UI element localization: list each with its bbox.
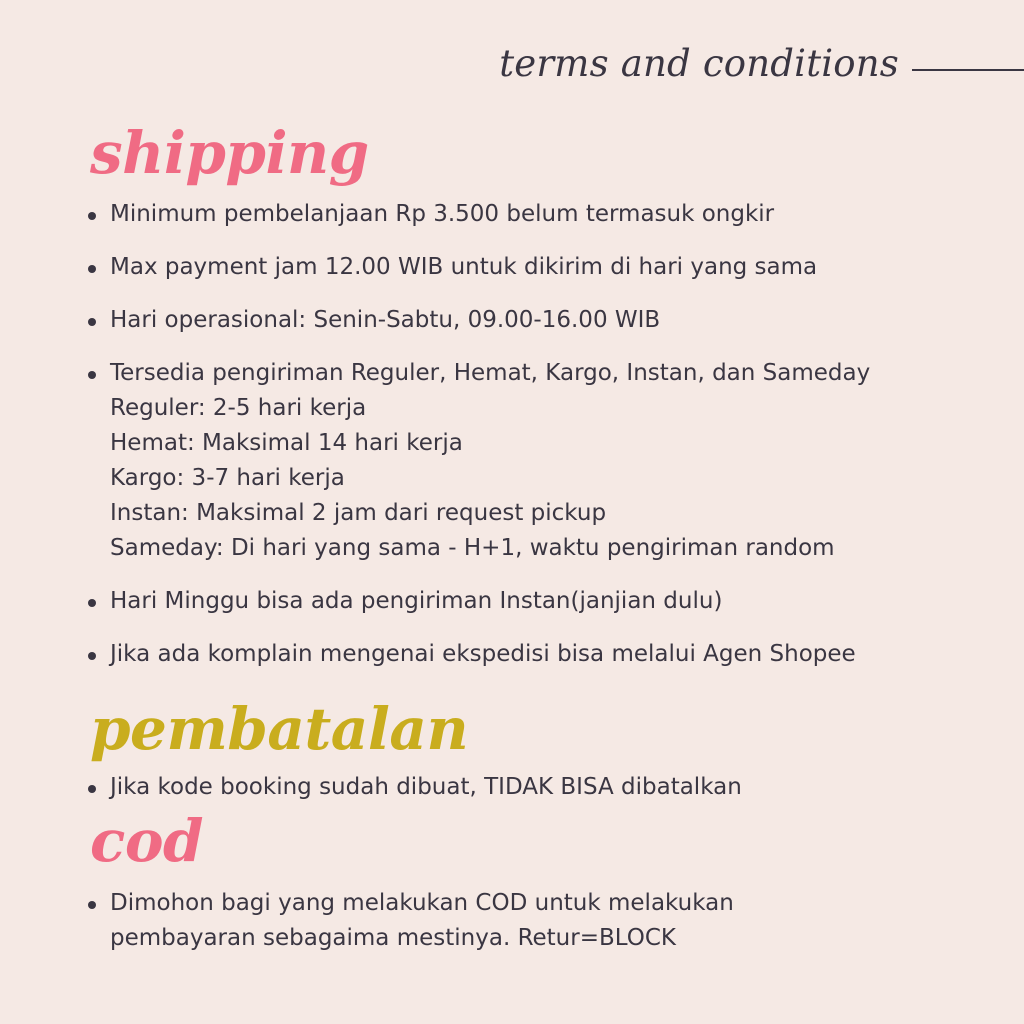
list-item-text: pembayaran sebagaima mestinya. Retur=BLOCK: [110, 925, 677, 951]
list-item-text: Minimum pembelanjaan Rp 3.500 belum termasuk ongkir: [110, 201, 775, 227]
list-item-text: Jika kode booking sudah dibuat, TIDAK BISA dibatalkan: [110, 774, 742, 800]
list-item-text: Hari operasional: Senin-Sabtu, 09.00-16.00 WIB: [110, 307, 661, 333]
list-item: [88, 197, 870, 232]
list-item: [88, 250, 870, 285]
bullet-icon: [88, 599, 96, 607]
list-item: [88, 770, 742, 805]
bullet-icon: [88, 265, 96, 273]
bullet-icon: [88, 652, 96, 660]
section-title-shipping: shipping: [90, 119, 369, 187]
list-item-text: Dimohon bagi yang melakukan COD untuk melakukan: [110, 890, 734, 916]
bullet-icon: [88, 318, 96, 326]
list-item-text: Sameday: Di hari yang sama - H+1, waktu pengiriman random: [110, 535, 835, 561]
header: [0, 40, 1024, 100]
list-item: [88, 584, 870, 619]
bullet-icon: [88, 371, 96, 379]
list-item-text: Max payment jam 12.00 WIB untuk dikirim di hari yang sama: [110, 254, 818, 280]
list-item-text: Tersedia pengiriman Reguler, Hemat, Kargo, Instan, dan Sameday: [110, 360, 871, 386]
shipping-list: [88, 197, 870, 690]
list-item: [88, 886, 734, 956]
bullet-icon: [88, 785, 96, 793]
section-title-cod: cod: [90, 807, 204, 875]
page-title: terms and conditions: [499, 42, 899, 85]
bullet-icon: [88, 901, 96, 909]
bullet-icon: [88, 212, 96, 220]
list-item: [88, 356, 870, 566]
list-item-text: Kargo: 3-7 hari kerja: [110, 465, 345, 491]
cod-list: [88, 886, 734, 956]
list-item-text: Hari Minggu bisa ada pengiriman Instan(janjian dulu): [110, 588, 723, 614]
header-divider: [912, 69, 1024, 71]
list-item-text: Jika ada komplain mengenai ekspedisi bisa melalui Agen Shopee: [110, 641, 856, 667]
pembatalan-list: [88, 770, 742, 805]
list-item-text: Reguler: 2-5 hari kerja: [110, 395, 367, 421]
list-item-text: Hemat: Maksimal 14 hari kerja: [110, 430, 463, 456]
section-title-pembatalan: pembatalan: [90, 695, 469, 763]
list-item-text: Instan: Maksimal 2 jam dari request pickup: [110, 500, 607, 526]
list-item: [88, 303, 870, 338]
list-item: [88, 637, 870, 672]
